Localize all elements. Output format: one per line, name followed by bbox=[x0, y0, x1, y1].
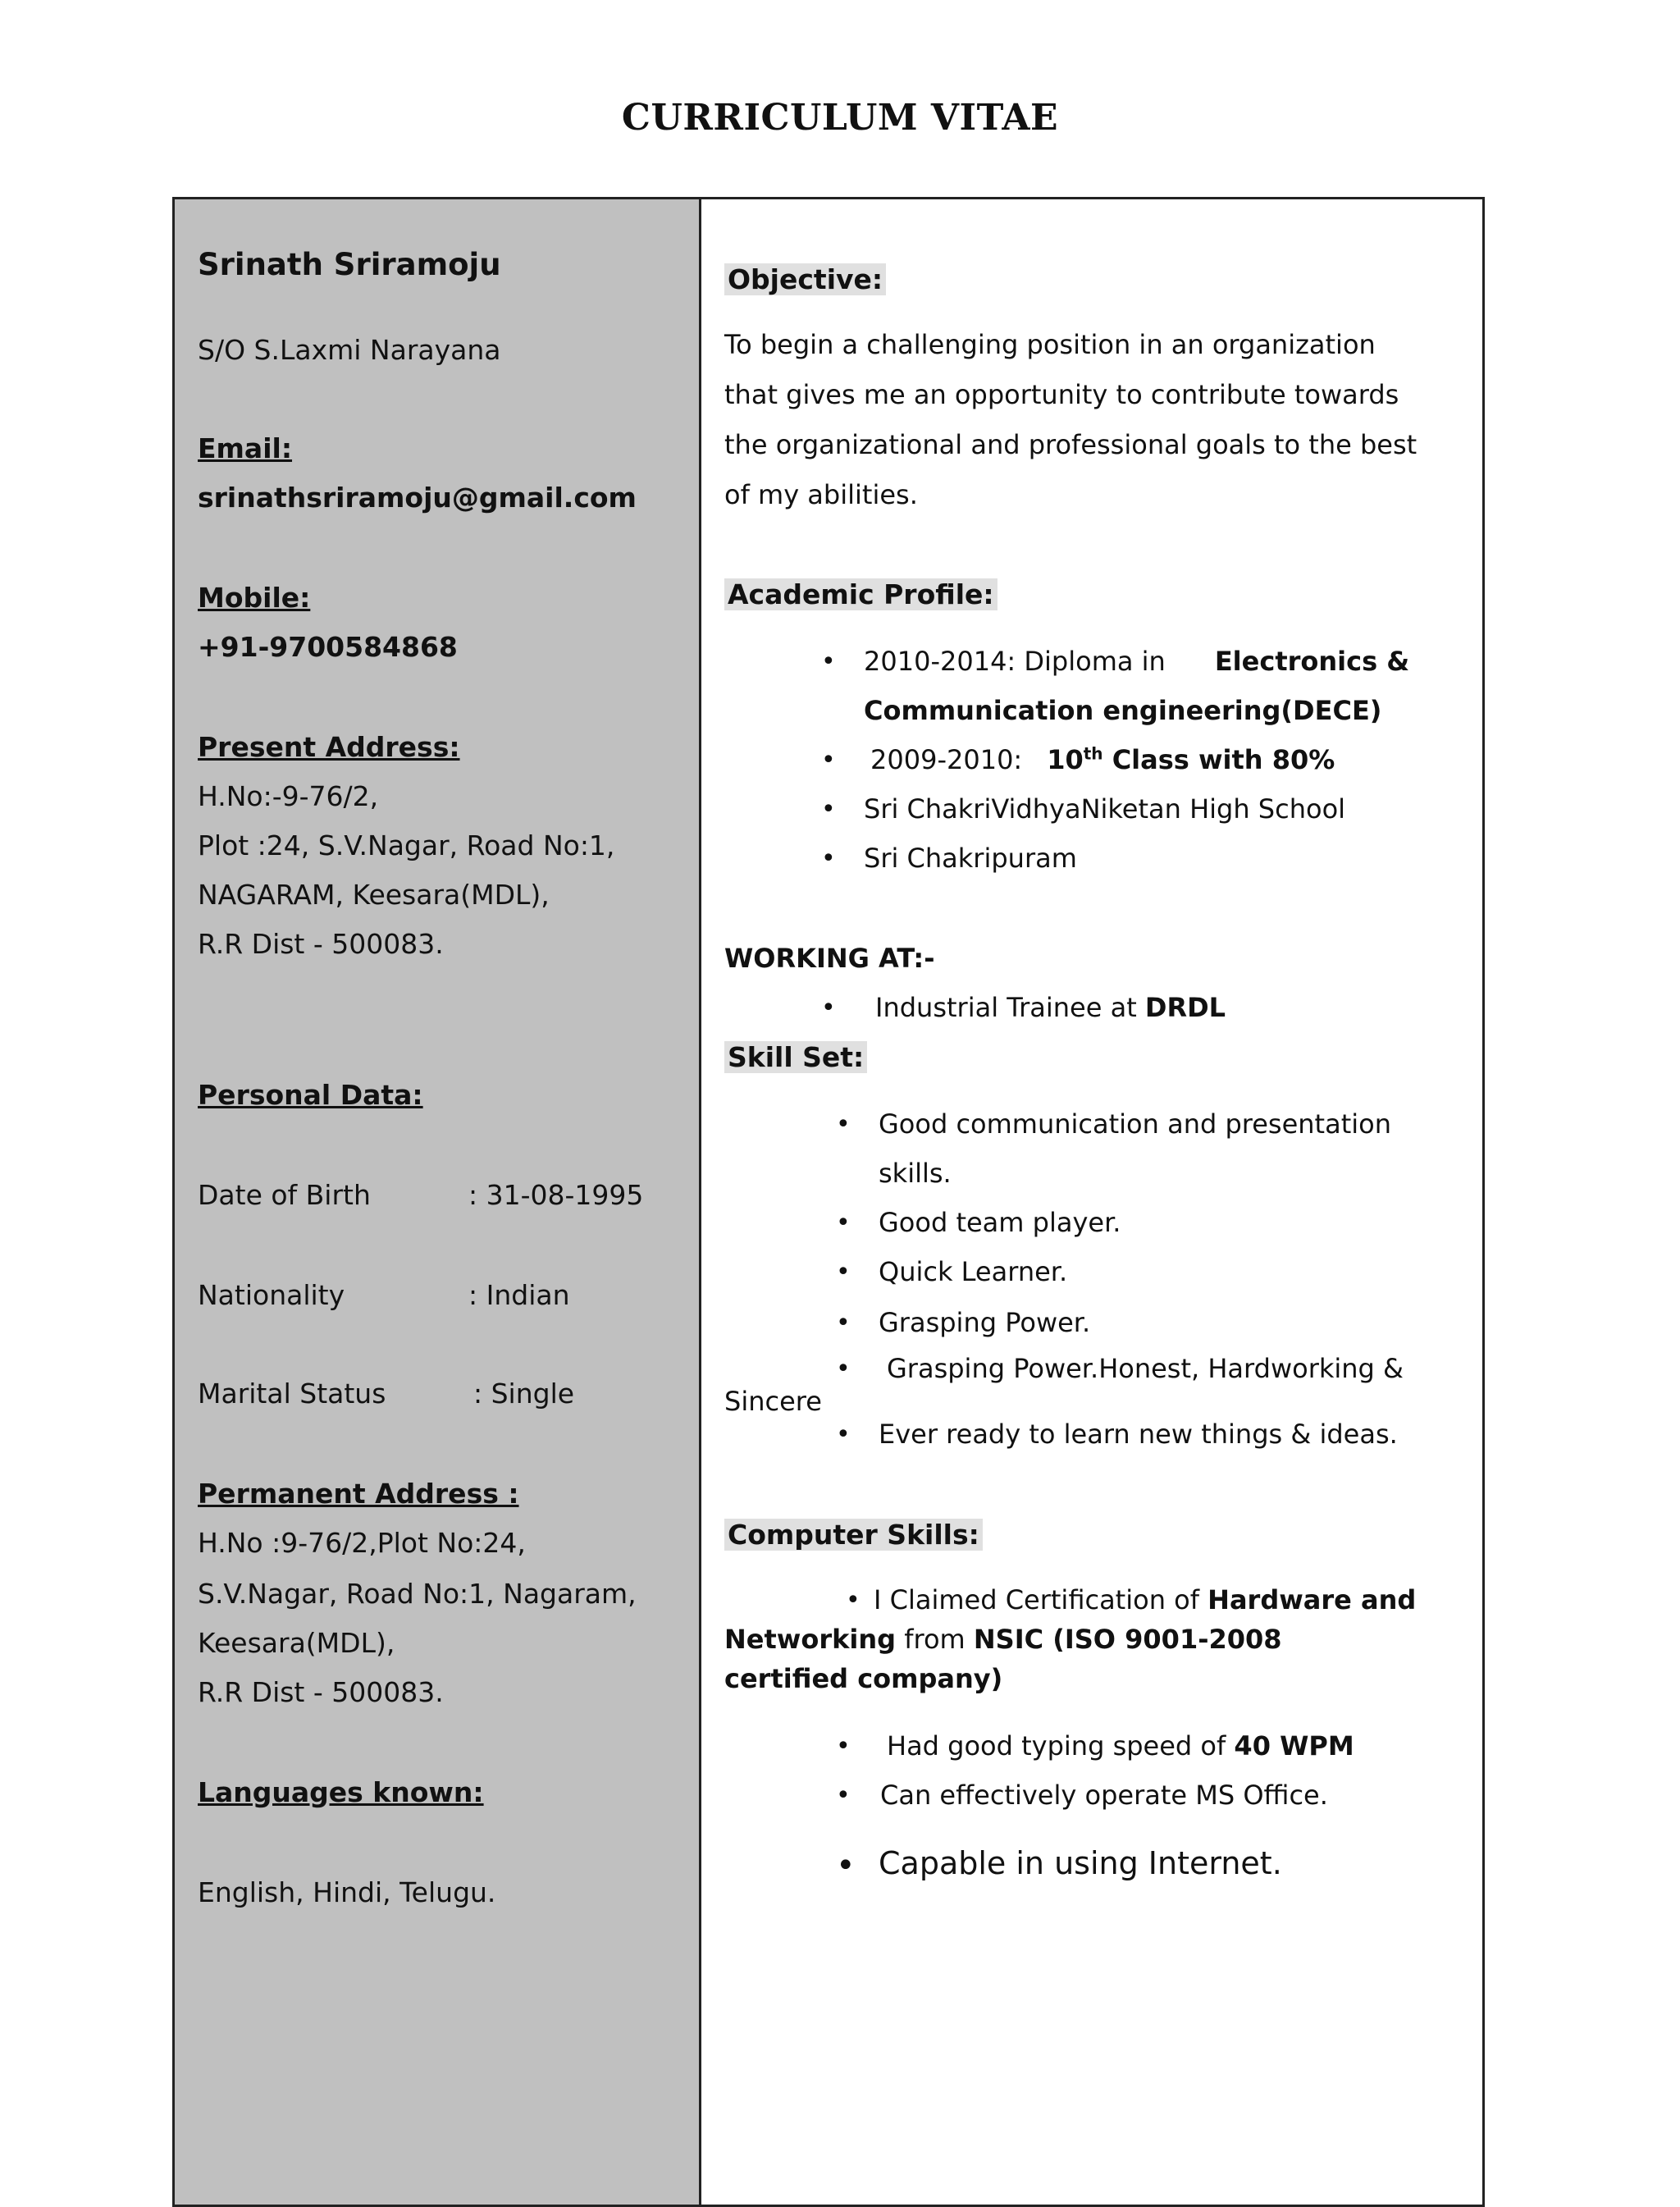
skill-item: Ever ready to learn new things & ideas. bbox=[879, 1419, 1398, 1450]
bullet-icon: • bbox=[821, 647, 836, 676]
personal-data-label: Personal Data: bbox=[198, 1079, 423, 1111]
academic-item-place: Sri Chakripuram bbox=[864, 843, 1077, 874]
objective-heading: Objective: bbox=[724, 263, 886, 295]
computer-item-certification-cont: certified company) bbox=[724, 1663, 1003, 1694]
nationality-value: : Indian bbox=[468, 1279, 570, 1311]
bullet-icon: • bbox=[821, 994, 836, 1022]
computer-item-certification-cont: Networking from NSIC (ISO 9001-2008 bbox=[724, 1624, 1282, 1655]
permanent-address-line: H.No :9-76/2,Plot No:24, bbox=[198, 1527, 526, 1559]
computer-item-internet: Capable in using Internet. bbox=[879, 1845, 1282, 1881]
bullet-icon: • bbox=[836, 1258, 851, 1286]
present-address-label: Present Address: bbox=[198, 731, 460, 763]
marital-key: Marital Status bbox=[198, 1378, 386, 1410]
permanent-address-line: R.R Dist - 500083. bbox=[198, 1676, 444, 1708]
skill-item-cont: skills. bbox=[879, 1158, 952, 1189]
mobile-value: +91-9700584868 bbox=[198, 631, 458, 663]
computer-item-msoffice: Can effectively operate MS Office. bbox=[880, 1780, 1328, 1811]
working-item: Industrial Trainee at DRDL bbox=[875, 992, 1226, 1023]
father-name: S/O S.Laxmi Narayana bbox=[198, 334, 501, 366]
permanent-address-label: Permanent Address : bbox=[198, 1478, 519, 1510]
bullet-icon: • bbox=[836, 1355, 851, 1383]
email-label: Email: bbox=[198, 432, 293, 464]
objective-line: that gives me an opportunity to contribute towards bbox=[724, 379, 1399, 410]
languages-value: English, Hindi, Telugu. bbox=[198, 1876, 496, 1908]
email-value: srinathsriramoju@gmail.com bbox=[198, 482, 637, 514]
skill-item: Good communication and presentation bbox=[879, 1108, 1391, 1140]
computer-item-certification: I Claimed Certification of Hardware and bbox=[874, 1584, 1417, 1615]
marital-value: : Single bbox=[473, 1378, 575, 1410]
skill-set-heading: Skill Set: bbox=[724, 1041, 867, 1073]
permanent-address-line: S.V.Nagar, Road No:1, Nagaram, bbox=[198, 1578, 637, 1610]
bullet-icon: • bbox=[846, 1586, 861, 1615]
academic-heading: Academic Profile: bbox=[724, 578, 998, 610]
academic-item-school: Sri ChakriVidhyaNiketan High School bbox=[864, 793, 1346, 825]
bullet-icon: • bbox=[836, 1847, 856, 1885]
academic-item-diploma: 2010-2014: Diploma in Electronics & bbox=[864, 646, 1410, 677]
candidate-name: Srinath Sriramoju bbox=[198, 247, 501, 282]
nationality-key: Nationality bbox=[198, 1279, 345, 1311]
working-heading: WORKING AT:- bbox=[724, 943, 935, 974]
dob-value: : 31-08-1995 bbox=[468, 1179, 644, 1211]
academic-item-class10: 2009-2010: 10th Class with 80% bbox=[870, 743, 1335, 775]
objective-line: To begin a challenging position in an organization bbox=[724, 329, 1376, 360]
bullet-icon: • bbox=[836, 1732, 851, 1761]
skill-item: Quick Learner. bbox=[879, 1256, 1068, 1287]
mobile-label: Mobile: bbox=[198, 582, 311, 614]
bullet-icon: • bbox=[836, 1209, 851, 1237]
computer-skills-heading: Computer Skills: bbox=[724, 1519, 983, 1551]
skill-item: Grasping Power. bbox=[879, 1307, 1091, 1338]
permanent-address-line: Keesara(MDL), bbox=[198, 1627, 395, 1659]
document-title: CURRICULUM VITAE bbox=[621, 97, 1059, 139]
skill-item-cont: Sincere bbox=[724, 1386, 822, 1417]
present-address-line: Plot :24, S.V.Nagar, Road No:1, bbox=[198, 829, 615, 861]
cv-table bbox=[172, 197, 1485, 2207]
personal-info-column bbox=[175, 199, 701, 2205]
bullet-icon: • bbox=[836, 1781, 851, 1810]
present-address-line: NAGARAM, Keesara(MDL), bbox=[198, 879, 550, 911]
objective-line: of my abilities. bbox=[724, 479, 918, 510]
objective-line: the organizational and professional goals to the best bbox=[724, 429, 1418, 460]
languages-label: Languages known: bbox=[198, 1776, 484, 1808]
bullet-icon: • bbox=[836, 1110, 851, 1139]
bullet-icon: • bbox=[836, 1420, 851, 1449]
bullet-icon: • bbox=[821, 795, 836, 824]
bullet-icon: • bbox=[821, 844, 836, 873]
present-address-line: R.R Dist - 500083. bbox=[198, 928, 444, 960]
computer-item-typing: Had good typing speed of 40 WPM bbox=[887, 1730, 1354, 1761]
academic-item-diploma-cont: Communication engineering(DECE) bbox=[864, 695, 1382, 726]
career-info-column bbox=[701, 199, 1482, 2205]
present-address-line: H.No:-9-76/2, bbox=[198, 780, 379, 812]
skill-item: Grasping Power.Honest, Hardworking & bbox=[887, 1353, 1404, 1384]
bullet-icon: • bbox=[821, 746, 836, 775]
skill-item: Good team player. bbox=[879, 1207, 1121, 1238]
dob-key: Date of Birth bbox=[198, 1179, 371, 1211]
bullet-icon: • bbox=[836, 1309, 851, 1337]
